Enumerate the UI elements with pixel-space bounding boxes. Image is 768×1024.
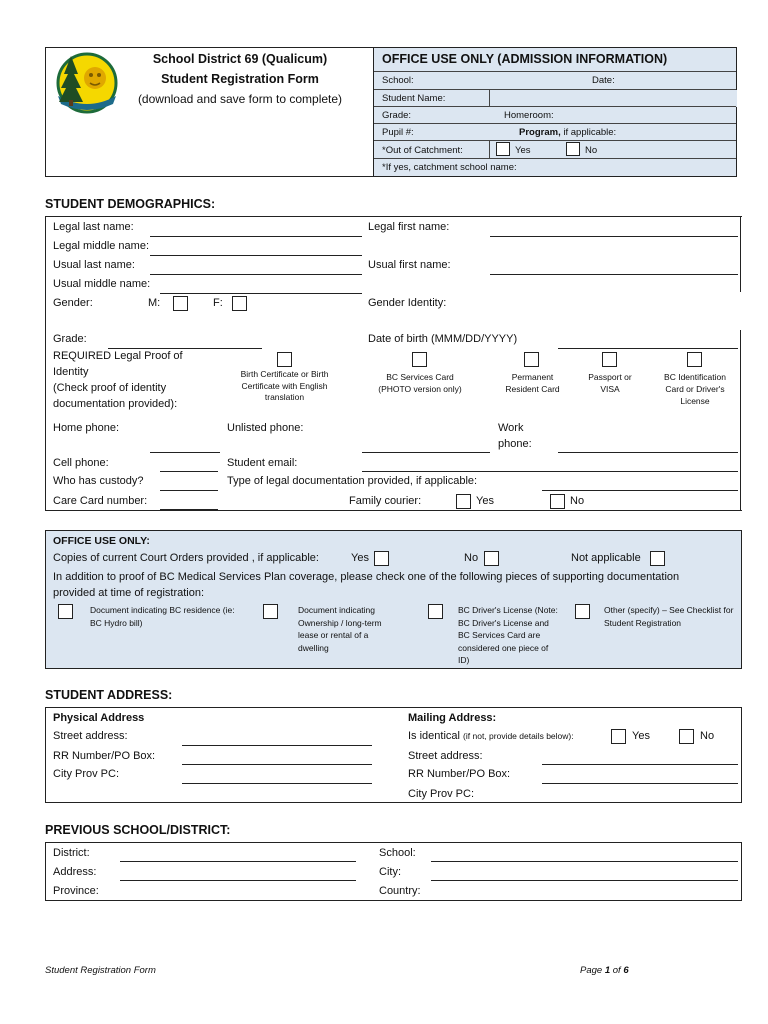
care-card-label: Care Card number: (53, 495, 148, 507)
proof-passport-label: Passport or VISA (588, 372, 632, 394)
legal-first-field[interactable] (490, 236, 738, 237)
physical-rr-field[interactable] (182, 764, 372, 765)
legal-middle-label: Legal middle name: (53, 240, 150, 252)
proof-birth-label: Birth Certificate or Birth Certificate with English translation (240, 369, 329, 402)
office-row-catchment: *Out of Catchment: Yes No (374, 140, 736, 158)
cell-phone-label: Cell phone: (53, 457, 109, 469)
proof-bcid-checkbox[interactable] (687, 352, 702, 367)
mailing-rr-field[interactable] (542, 783, 738, 784)
mailing-address-heading: Mailing Address: (408, 712, 497, 724)
grade-field[interactable] (108, 348, 262, 349)
physical-city-field[interactable] (182, 783, 372, 784)
legal-doc-field[interactable] (542, 490, 738, 491)
legal-last-label: Legal last name: (53, 221, 134, 233)
doc-other-checkbox[interactable] (575, 604, 590, 619)
office-title: OFFICE USE ONLY (ADMISSION INFORMATION) (382, 52, 668, 66)
legal-doc-label: Type of legal documentation provided, if applicable: (227, 475, 478, 487)
usual-last-label: Usual last name: (53, 259, 135, 271)
footer-page-number: Page 1 of 6 (580, 965, 629, 976)
mailing-identical-yes-checkbox[interactable] (611, 729, 626, 744)
proof-bcs-label: BC Services Card (PHOTO version only) (378, 372, 462, 394)
physical-address-heading: Physical Address (53, 712, 145, 724)
catchment-yes-checkbox[interactable] (496, 142, 510, 156)
usual-middle-label: Usual middle name: (53, 278, 151, 290)
doc-drivers-license-checkbox[interactable] (428, 604, 443, 619)
gender-m-checkbox[interactable] (173, 296, 188, 311)
form-title: Student Registration Form (161, 72, 319, 86)
court-yes-checkbox[interactable] (374, 551, 389, 566)
home-phone-label: Home phone: (53, 422, 120, 434)
prev-city-field[interactable] (431, 880, 738, 881)
care-card-field[interactable] (160, 509, 218, 510)
legal-middle-field[interactable] (150, 255, 362, 256)
legal-first-label: Legal first name: (368, 221, 450, 233)
student-email-label: Student email: (227, 457, 298, 469)
form-instruction: (download and save form to complete) (137, 92, 343, 106)
office-admission-box (373, 47, 737, 177)
dob-field[interactable] (558, 348, 738, 349)
gender-label: Gender: (53, 297, 93, 309)
proof-pr-label: Permanent Resident Card (505, 372, 560, 394)
proof-bcid-label: BC Identification Card or Driver's License (664, 372, 726, 406)
demographics-title: STUDENT DEMOGRAPHICS: (45, 197, 216, 211)
usual-last-field[interactable] (150, 274, 362, 275)
office-row-pupil: Pupil #: Program, if applicable: (374, 123, 736, 140)
proof-passport-checkbox[interactable] (602, 352, 617, 367)
unlisted-phone-label: Unlisted phone: (227, 422, 304, 434)
previous-school-title: PREVIOUS SCHOOL/DISTRICT: (45, 823, 231, 837)
custody-field[interactable] (160, 490, 218, 491)
office-row-student: Student Name: (374, 89, 736, 106)
catchment-no-checkbox[interactable] (566, 142, 580, 156)
usual-middle-field[interactable] (160, 293, 362, 294)
usual-first-field[interactable] (490, 274, 738, 275)
district-logo-icon (53, 52, 119, 116)
physical-street-field[interactable] (182, 745, 372, 746)
office-row-school: School: Date: (374, 71, 736, 89)
address-title: STUDENT ADDRESS: (45, 688, 173, 702)
gender-f-checkbox[interactable] (232, 296, 247, 311)
prev-address-field[interactable] (120, 880, 356, 881)
office-row-catchment-school: *If yes, catchment school name: (374, 158, 736, 176)
office-row-grade: Grade: Homeroom: (374, 106, 736, 123)
courier-yes-checkbox[interactable] (456, 494, 471, 509)
dob-label: Date of birth (MMM/DD/YYYY) (368, 333, 518, 345)
student-email-field[interactable] (362, 471, 738, 472)
proof-bcs-checkbox[interactable] (412, 352, 427, 367)
grade-label: Grade: (53, 333, 87, 345)
prev-school-field[interactable] (431, 861, 738, 862)
gender-identity-label: Gender Identity: (368, 297, 447, 309)
usual-first-label: Usual first name: (368, 259, 451, 271)
office2-title: OFFICE USE ONLY: (53, 535, 150, 547)
doc-residence-checkbox[interactable] (58, 604, 73, 619)
prev-district-field[interactable] (120, 861, 356, 862)
work-phone-field[interactable] (558, 452, 738, 453)
custody-label: Who has custody? (53, 475, 144, 487)
district-name: School District 69 (Qualicum) (152, 52, 328, 66)
proof-birth-checkbox[interactable] (277, 352, 292, 367)
court-orders-label: Copies of current Court Orders provided , if applicable: (53, 552, 319, 564)
family-courier-label: Family courier: (349, 495, 422, 507)
mailing-street-field[interactable] (542, 764, 738, 765)
courier-no-checkbox[interactable] (550, 494, 565, 509)
cell-phone-field[interactable] (160, 471, 218, 472)
mailing-identical-no-checkbox[interactable] (679, 729, 694, 744)
legal-last-field[interactable] (150, 236, 362, 237)
doc-ownership-checkbox[interactable] (263, 604, 278, 619)
court-na-checkbox[interactable] (650, 551, 665, 566)
unlisted-phone-field[interactable] (362, 452, 490, 453)
footer-form-name: Student Registration Form (45, 965, 156, 976)
court-no-checkbox[interactable] (484, 551, 499, 566)
proof-pr-checkbox[interactable] (524, 352, 539, 367)
home-phone-field[interactable] (150, 452, 220, 453)
